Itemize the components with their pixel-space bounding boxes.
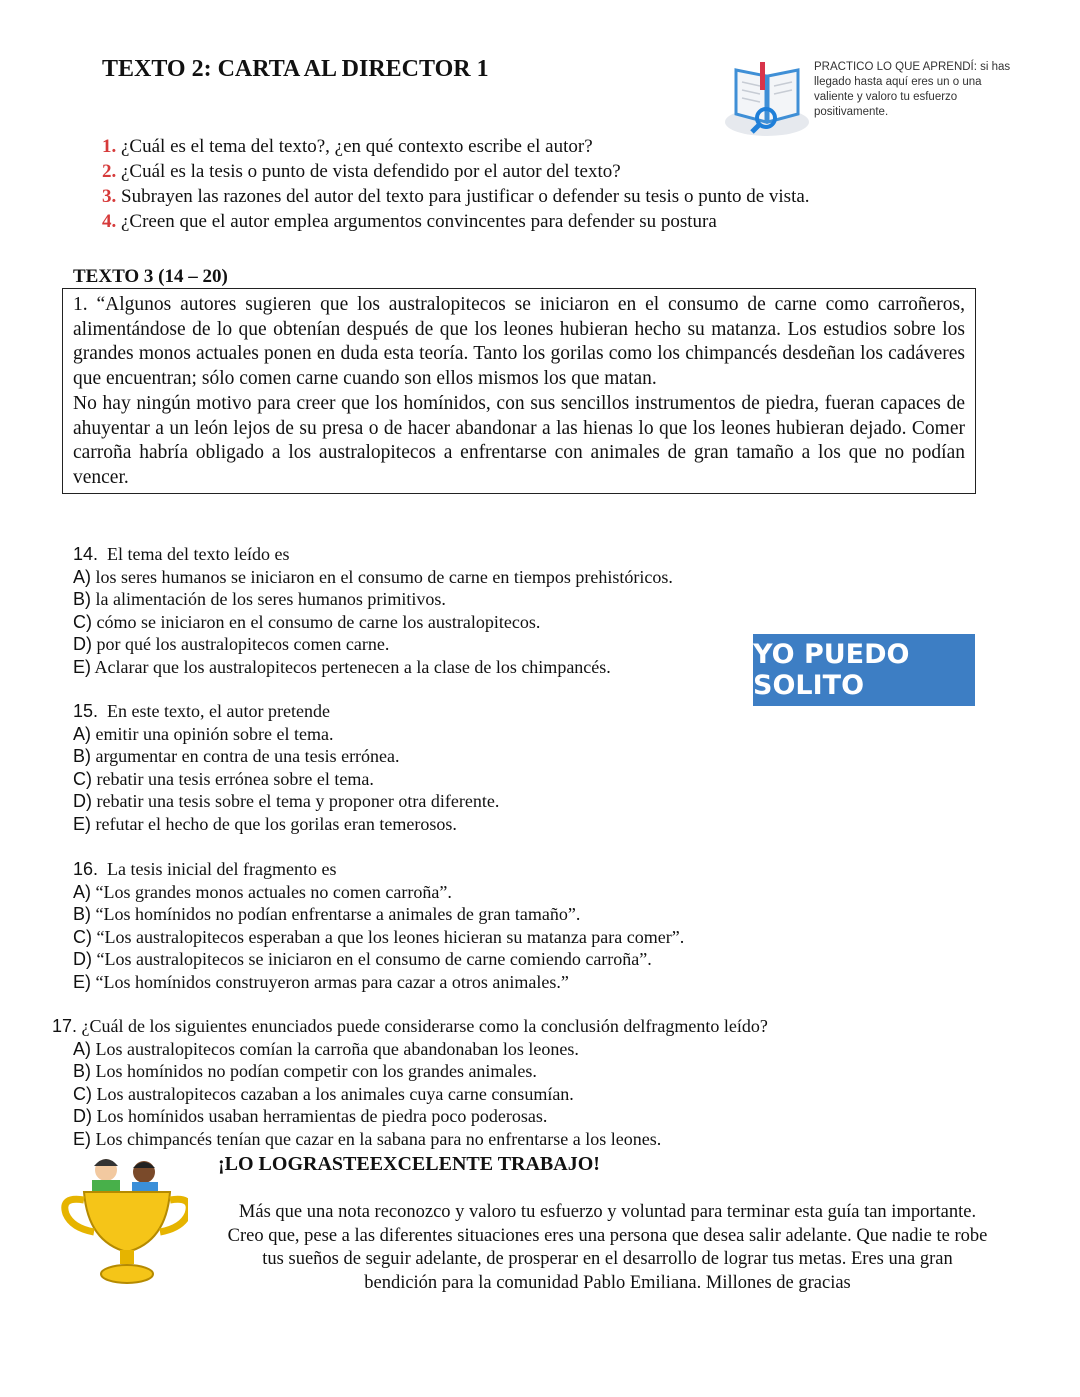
text: refutar el hecho de que los gorilas eran temerosos. xyxy=(95,813,457,834)
option xyxy=(73,971,684,994)
option xyxy=(73,813,499,836)
texto2-questions xyxy=(102,134,810,234)
question-item xyxy=(102,159,810,184)
option-letter: B) xyxy=(73,746,91,766)
option xyxy=(73,633,673,656)
option-letter: A) xyxy=(73,881,91,902)
page-title: TEXTO 2: CARTA AL DIRECTOR 1 xyxy=(102,56,489,82)
text: la alimentación de los seres humanos primitivos. xyxy=(95,589,446,609)
option-letter: A) xyxy=(73,1038,91,1059)
option xyxy=(73,656,673,679)
question-number: 16. xyxy=(73,859,99,879)
option-letter: E) xyxy=(73,971,91,992)
option xyxy=(73,926,684,949)
congrats-heading: ¡LO LOGRASTEEXCELENTE TRABAJO! xyxy=(218,1153,600,1175)
text: “Los australopitecos se iniciaron en el consumo de carne comiendo carroña”. xyxy=(96,949,652,969)
text: rebatir una tesis sobre el tema y proponer otra diferente. xyxy=(96,791,500,811)
text: emitir una opinión sobre el tema. xyxy=(95,723,334,744)
option xyxy=(73,1105,768,1128)
text: La tesis inicial del fragmento es xyxy=(107,859,337,879)
option xyxy=(73,1128,768,1151)
text: 1. xyxy=(102,136,117,157)
option xyxy=(73,723,499,746)
option-letter: C) xyxy=(73,1083,92,1104)
passage-paragraph: No hay ningún motivo para creer que los homínidos, con sus sencillos instrumentos de piedra, fueran capaces de ahuyentar a un león lejos de su presa o de hacer abandonar a las hienas lo que los leones hubieran dejado. Comer carroña habría obligado a los australopitecos a enfrentarse con animales de gran tamaño a los que no podían vencer. xyxy=(73,392,965,488)
option xyxy=(73,790,499,813)
option-letter: C) xyxy=(73,611,92,632)
texto3-heading: TEXTO 3 (14 – 20) xyxy=(73,266,228,287)
yo-puedo-solito-badge: YO PUEDO SOLITO xyxy=(753,634,975,706)
closing-message: Más que una nota reconozco y valoro tu esfuerzo y voluntad para terminar esta guía tan importante. Creo que, pese a las diferentes situaciones eres una persona que desea salir adelante. Que nadie te robe tus sueños de seguir adelante, de prosperar en el desarrollo de lograr tus metas. Eres una gran bendición para la comunidad Pablo Emiliana. Millones de gracias xyxy=(227,1202,988,1293)
question-number: 14. xyxy=(73,544,99,564)
text: El tema del texto leído es xyxy=(107,544,290,564)
option xyxy=(73,1083,768,1106)
option-letter: D) xyxy=(73,791,92,811)
option xyxy=(73,768,499,791)
option xyxy=(73,611,673,634)
question-15 xyxy=(73,700,499,835)
option-letter: D) xyxy=(73,634,92,654)
text: “Los australopitecos esperaban a que los leones hicieran su matanza para comer”. xyxy=(96,926,685,947)
trophy-icon xyxy=(58,1152,188,1287)
text: Aclarar que los australopitecos pertenecen a la clase de los chimpancés. xyxy=(94,656,611,677)
option xyxy=(73,1038,768,1061)
option-letter: D) xyxy=(73,1106,92,1126)
text: Los australopitecos cazaban a los animales cuya carne consumían. xyxy=(96,1083,574,1104)
text: ¿Cuál es el tema del texto?, ¿en qué contexto escribe el autor? xyxy=(121,136,593,157)
text: En este texto, el autor pretende xyxy=(107,701,330,721)
question-item xyxy=(102,209,810,234)
text: Los homínidos no podían competir con los grandes animales. xyxy=(95,1061,537,1081)
option-letter: E) xyxy=(73,656,91,677)
option-letter: A) xyxy=(73,566,91,587)
option-letter: C) xyxy=(73,926,92,947)
text: “Los homínidos no podían enfrentarse a animales de gran tamaño”. xyxy=(95,904,581,924)
text: 2. xyxy=(102,161,117,182)
text: ¿Cuál es la tesis o punto de vista defendido por el autor del texto? xyxy=(121,161,621,182)
text: Subrayen las razones del autor del texto para justificar o defender su tesis o punto de vista. xyxy=(121,186,810,207)
text: “Los homínidos construyeron armas para cazar a otros animales.” xyxy=(95,971,569,992)
option-letter: B) xyxy=(73,904,91,924)
option xyxy=(73,903,684,926)
option xyxy=(73,588,673,611)
question-number: 17. xyxy=(52,1016,78,1036)
text: ¿Creen que el autor emplea argumentos convincentes para defender su postura xyxy=(121,211,717,232)
option xyxy=(73,881,684,904)
texto3-passage xyxy=(62,288,976,494)
text: rebatir una tesis errónea sobre el tema. xyxy=(96,768,374,789)
question-14 xyxy=(73,543,673,678)
text: argumentar en contra de una tesis errónea. xyxy=(95,746,400,766)
option-letter: A) xyxy=(73,723,91,744)
question-item xyxy=(102,134,810,159)
option-letter: E) xyxy=(73,813,91,834)
text: Los chimpancés tenían que cazar en la sabana para no enfrentarse a los leones. xyxy=(95,1128,662,1149)
option-letter: B) xyxy=(73,1061,91,1081)
text: 4. xyxy=(102,211,117,232)
question-17 xyxy=(52,1015,768,1150)
text: 3. xyxy=(102,186,117,207)
option xyxy=(73,566,673,589)
option-letter: C) xyxy=(73,768,92,789)
question-number: 15. xyxy=(73,701,99,721)
option xyxy=(73,948,684,971)
passage-paragraph: 1. “Algunos autores sugieren que los australopitecos se iniciaron en el consumo de carne como carroñeros, alimentándose de lo que obtenían después de que los leones hubieran hecho su matanza. Los estudios sobre los grandes monos actuales ponen en duda esta teoría. Tanto los gorilas como los chimpancés desdeñan los cadáveres que encuentran; sólo comen carne cuando son ellos mismos los que matan. xyxy=(73,294,965,390)
text: cómo se iniciaron en el consumo de carne los australopitecos. xyxy=(96,611,541,632)
option-letter: B) xyxy=(73,589,91,609)
practice-note xyxy=(722,56,1022,138)
practice-note-text: PRACTICO LO QUE APRENDÍ: si has llegado hasta aquí eres un o una valiente y valoro tu esfuerzo positivamente. xyxy=(814,61,1011,118)
option xyxy=(73,1060,768,1083)
text: “Los grandes monos actuales no comen carroña”. xyxy=(95,881,452,902)
option xyxy=(73,745,499,768)
text: Los australopitecos comían la carroña que abandonaban los leones. xyxy=(95,1038,579,1059)
question-item xyxy=(102,184,810,209)
option-letter: D) xyxy=(73,949,92,969)
text: ¿Cuál de los siguientes enunciados puede considerarse como la conclusión delfragmento leído? xyxy=(81,1016,768,1036)
text: por qué los australopitecos comen carne. xyxy=(96,634,390,654)
option-letter: E) xyxy=(73,1128,91,1149)
question-16 xyxy=(73,858,684,993)
text: los seres humanos se iniciaron en el consumo de carne en tiempos prehistóricos. xyxy=(95,566,673,587)
book-search-icon xyxy=(722,56,812,138)
text: Los homínidos usaban herramientas de piedra poco poderosas. xyxy=(96,1106,548,1126)
